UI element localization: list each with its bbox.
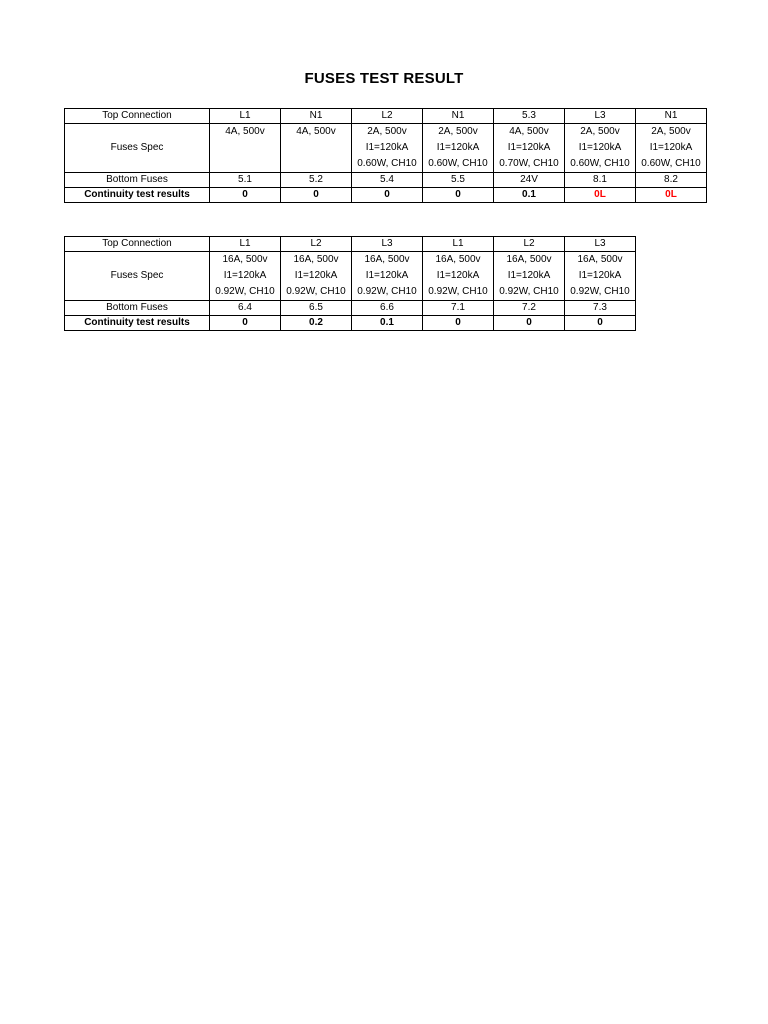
fuse-test-table-1	[64, 108, 707, 203]
fuses-spec-cell	[210, 252, 281, 301]
fuses-spec-cell	[636, 124, 707, 173]
bottom-fuses-cell: 5.1	[210, 173, 281, 188]
fuses-spec-line: I1=120kA	[578, 142, 622, 153]
fuses-spec-line: I1=120kA	[223, 270, 267, 281]
fuses-spec-line: 2A, 500v	[580, 126, 620, 137]
fuses-spec-line: 4A, 500v	[296, 126, 336, 137]
top-connection-cell: N1	[281, 109, 352, 124]
top-connection-cell: L3	[352, 237, 423, 252]
fuses-spec-line: I1=120kA	[365, 270, 409, 281]
continuity-cell: 0L	[565, 188, 636, 203]
continuity-cell: 0	[352, 188, 423, 203]
continuity-cell: 0.1	[494, 188, 565, 203]
continuity-cell: 0	[494, 316, 565, 331]
top-connection-cell: L2	[494, 237, 565, 252]
fuses-spec-line: I1=120kA	[365, 142, 409, 153]
fuses-spec-line: 0.60W, CH10	[357, 158, 417, 169]
fuses-spec-cell	[281, 124, 352, 173]
fuses-spec-line: 0.60W, CH10	[428, 158, 488, 169]
fuses-spec-row	[65, 252, 636, 301]
top-connection-cell: N1	[423, 109, 494, 124]
top-connection-cell: L2	[281, 237, 352, 252]
fuses-spec-line: 16A, 500v	[364, 254, 410, 265]
page-title: FUSES TEST RESULT	[304, 70, 464, 87]
top-connection-row	[65, 237, 636, 252]
bottom-fuses-cell: 5.5	[423, 173, 494, 188]
fuses-spec-line: 4A, 500v	[225, 126, 265, 137]
top-connection-cell: L1	[210, 237, 281, 252]
top-connection-cell: 5.3	[494, 109, 565, 124]
fuses-spec-line: I1=120kA	[507, 270, 551, 281]
fuses-spec-cell	[423, 124, 494, 173]
continuity-label: Continuity test results	[65, 316, 210, 331]
top-connection-cell: L1	[423, 237, 494, 252]
bottom-fuses-cell: 6.6	[352, 301, 423, 316]
fuses-spec-line: 2A, 500v	[367, 126, 407, 137]
continuity-cell: 0L	[636, 188, 707, 203]
bottom-fuses-cell: 6.5	[281, 301, 352, 316]
top-connection-cell: N1	[636, 109, 707, 124]
top-connection-label: Top Connection	[65, 109, 210, 124]
fuses-spec-line	[281, 156, 351, 172]
fuses-spec-label: Fuses Spec	[65, 124, 210, 173]
fuses-spec-line: 0.92W, CH10	[286, 286, 346, 297]
continuity-cell: 0	[423, 188, 494, 203]
fuses-spec-line: I1=120kA	[507, 142, 551, 153]
continuity-row	[65, 188, 707, 203]
fuses-spec-label: Fuses Spec	[65, 252, 210, 301]
fuses-spec-cell	[565, 124, 636, 173]
bottom-fuses-cell: 8.1	[565, 173, 636, 188]
fuses-spec-line: 16A, 500v	[577, 254, 623, 265]
fuses-spec-line: 0.92W, CH10	[499, 286, 559, 297]
fuses-spec-cell	[494, 124, 565, 173]
bottom-fuses-row	[65, 173, 707, 188]
fuses-spec-line: 0.60W, CH10	[570, 158, 630, 169]
fuses-spec-line	[210, 140, 280, 156]
bottom-fuses-cell: 8.2	[636, 173, 707, 188]
fuses-spec-cell	[281, 252, 352, 301]
fuses-spec-cell	[565, 252, 636, 301]
fuses-spec-cell	[210, 124, 281, 173]
continuity-cell: 0.1	[352, 316, 423, 331]
bottom-fuses-row	[65, 301, 636, 316]
top-connection-label: Top Connection	[65, 237, 210, 252]
continuity-cell: 0	[210, 316, 281, 331]
fuses-spec-line: I1=120kA	[294, 270, 338, 281]
bottom-fuses-cell: 7.3	[565, 301, 636, 316]
fuses-spec-line: 0.92W, CH10	[428, 286, 488, 297]
top-connection-cell: L3	[565, 109, 636, 124]
continuity-cell: 0	[281, 188, 352, 203]
fuses-spec-line: 2A, 500v	[651, 126, 691, 137]
fuses-spec-line: I1=120kA	[436, 142, 480, 153]
fuses-spec-line: 16A, 500v	[506, 254, 552, 265]
fuses-spec-line: 0.92W, CH10	[215, 286, 275, 297]
fuses-spec-cell	[423, 252, 494, 301]
bottom-fuses-cell: 7.1	[423, 301, 494, 316]
continuity-label: Continuity test results	[65, 188, 210, 203]
fuses-spec-cell	[494, 252, 565, 301]
fuses-spec-line: 16A, 500v	[435, 254, 481, 265]
fuses-spec-line: I1=120kA	[578, 270, 622, 281]
fuses-spec-line	[210, 156, 280, 172]
bottom-fuses-cell: 7.2	[494, 301, 565, 316]
bottom-fuses-label: Bottom Fuses	[65, 301, 210, 316]
fuses-spec-row	[65, 124, 707, 173]
fuses-spec-line: 0.60W, CH10	[641, 158, 701, 169]
fuses-spec-line: I1=120kA	[649, 142, 693, 153]
bottom-fuses-cell: 6.4	[210, 301, 281, 316]
bottom-fuses-label: Bottom Fuses	[65, 173, 210, 188]
continuity-cell: 0.2	[281, 316, 352, 331]
top-connection-cell: L2	[352, 109, 423, 124]
top-connection-cell: L3	[565, 237, 636, 252]
fuses-spec-cell	[352, 124, 423, 173]
fuses-spec-cell	[352, 252, 423, 301]
fuses-spec-line: 16A, 500v	[293, 254, 339, 265]
continuity-row	[65, 316, 636, 331]
continuity-cell: 0	[565, 316, 636, 331]
top-connection-row	[65, 109, 707, 124]
fuses-spec-line: 0.92W, CH10	[570, 286, 630, 297]
fuses-spec-line: 2A, 500v	[438, 126, 478, 137]
fuses-spec-line: 16A, 500v	[222, 254, 268, 265]
fuses-spec-line: 4A, 500v	[509, 126, 549, 137]
fuse-test-table-2	[64, 236, 636, 331]
fuses-spec-line	[281, 140, 351, 156]
fuses-spec-line: 0.70W, CH10	[499, 158, 559, 169]
fuses-spec-line: I1=120kA	[436, 270, 480, 281]
top-connection-cell: L1	[210, 109, 281, 124]
continuity-cell: 0	[423, 316, 494, 331]
bottom-fuses-cell: 24V	[494, 173, 565, 188]
fuses-spec-line: 0.92W, CH10	[357, 286, 417, 297]
continuity-cell: 0	[210, 188, 281, 203]
bottom-fuses-cell: 5.4	[352, 173, 423, 188]
bottom-fuses-cell: 5.2	[281, 173, 352, 188]
